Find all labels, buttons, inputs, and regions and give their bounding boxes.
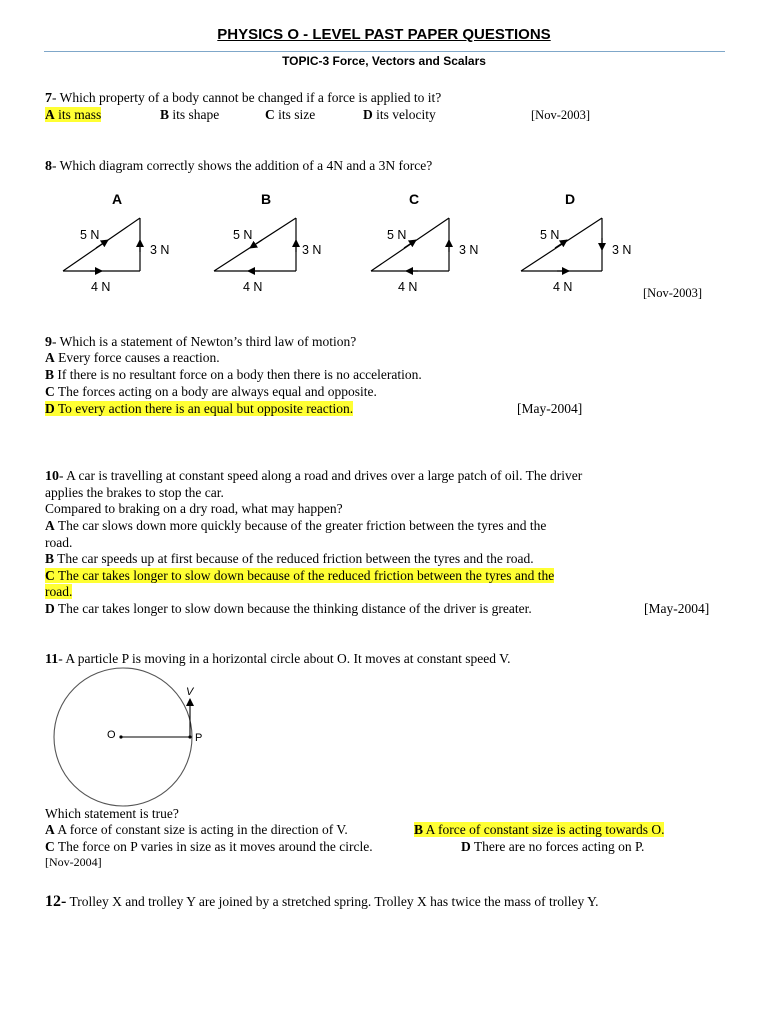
svg-text:V: V xyxy=(186,686,194,698)
svg-text:P: P xyxy=(195,732,203,744)
q10-option-a: A The car slows down more quickly because of the greater friction between the tyres and the xyxy=(45,518,547,533)
q7-option-d: D its velocity xyxy=(363,107,436,122)
svg-text:3 N: 3 N xyxy=(612,243,632,257)
q10-option-d: D The car takes longer to slow down because the thinking distance of the driver is greater. xyxy=(45,601,532,616)
svg-text:4 N: 4 N xyxy=(553,280,573,294)
svg-text:5 N: 5 N xyxy=(233,228,253,242)
question-12: 12- Trolley X and trolley Y are joined by a stretched spring. Trolley X has twice the mass of trolley Y. xyxy=(45,893,599,910)
diagram-label: C xyxy=(408,191,420,207)
q11-option-c: C The force on P varies in size as it moves around the circle. xyxy=(45,839,373,854)
q7-option-b: B its shape xyxy=(160,107,220,122)
q10-text-line3: Compared to braking on a dry road, what may happen? xyxy=(45,501,343,516)
q9-option-a: A Every force causes a reaction. xyxy=(45,350,220,365)
question-8: 8- Which diagram correctly shows the addition of a 4N and a 3N force? xyxy=(45,158,433,174)
q10-option-b: B The car speeds up at first because of the reduced friction between the tyres and the road. xyxy=(45,551,534,566)
q11-date: [Nov-2004] xyxy=(45,855,102,869)
svg-text:5 N: 5 N xyxy=(387,228,407,242)
question-7 xyxy=(45,90,441,107)
q7-option-a: A its mass xyxy=(45,107,102,122)
diagram-label: B xyxy=(260,191,272,207)
question-number: 7 xyxy=(45,91,52,106)
svg-text:4 N: 4 N xyxy=(91,280,111,294)
question-9: 9- Which is a statement of Newton’s third law of motion? xyxy=(45,334,357,350)
q9-option-b: B If there is no resultant force on a body then there is no acceleration. xyxy=(45,367,422,382)
q11-option-a: A A force of constant size is acting in the direction of V. xyxy=(45,822,348,837)
question-10: 10- A car is travelling at constant speed along a road and drives over a large patch of oil. The driver xyxy=(45,468,583,484)
svg-text:5 N: 5 N xyxy=(80,228,100,242)
q9-option-d: D To every action there is an equal but opposite reaction. xyxy=(45,401,354,416)
q9-option-c: C The forces acting on a body are always equal and opposite. xyxy=(45,384,377,399)
svg-text:3 N: 3 N xyxy=(302,243,322,257)
diagram-label: A xyxy=(111,191,123,207)
svg-text:3 N: 3 N xyxy=(150,243,170,257)
diagram-d xyxy=(521,191,631,294)
topic-title: TOPIC-3 Force, Vectors and Scalars xyxy=(282,54,486,68)
q8-date: [Nov-2003] xyxy=(643,286,703,300)
diagram-c xyxy=(371,191,478,294)
q11-option-b: B A force of constant size is acting towards O. xyxy=(414,822,665,837)
svg-text:4 N: 4 N xyxy=(398,280,418,294)
svg-text:4 N: 4 N xyxy=(243,280,263,294)
question-text: - Which property of a body cannot be changed if a force is applied to it? xyxy=(52,90,442,105)
q9-date: [May-2004] xyxy=(517,401,583,416)
q10-date: [May-2004] xyxy=(644,601,710,616)
q10-option-a-line2: road. xyxy=(45,535,73,550)
q11-stem: Which statement is true? xyxy=(45,806,179,821)
q10-option-c: C The car takes longer to slow down because of the reduced friction between the tyres and the xyxy=(45,568,555,583)
svg-text:3 N: 3 N xyxy=(459,243,479,257)
svg-text:O: O xyxy=(107,729,116,741)
q10-option-c-line2: road. xyxy=(45,584,73,599)
svg-text:5 N: 5 N xyxy=(540,228,560,242)
diagram-label: D xyxy=(564,191,576,207)
page-title: PHYSICS O - LEVEL PAST PAPER QUESTIONS xyxy=(217,26,551,43)
header-rule xyxy=(44,51,725,52)
diagram-a xyxy=(63,191,169,294)
q7-date: [Nov-2003] xyxy=(531,108,591,122)
q11-circle-diagram xyxy=(0,665,260,810)
question-11: 11- A particle P is moving in a horizontal circle about O. It moves at constant speed V. xyxy=(45,651,511,667)
q7-option-c: C its size xyxy=(265,107,316,122)
q11-option-d: D There are no forces acting on P. xyxy=(461,839,645,854)
diagram-b xyxy=(214,191,321,294)
q10-text-line2: applies the brakes to stop the car. xyxy=(45,485,224,500)
